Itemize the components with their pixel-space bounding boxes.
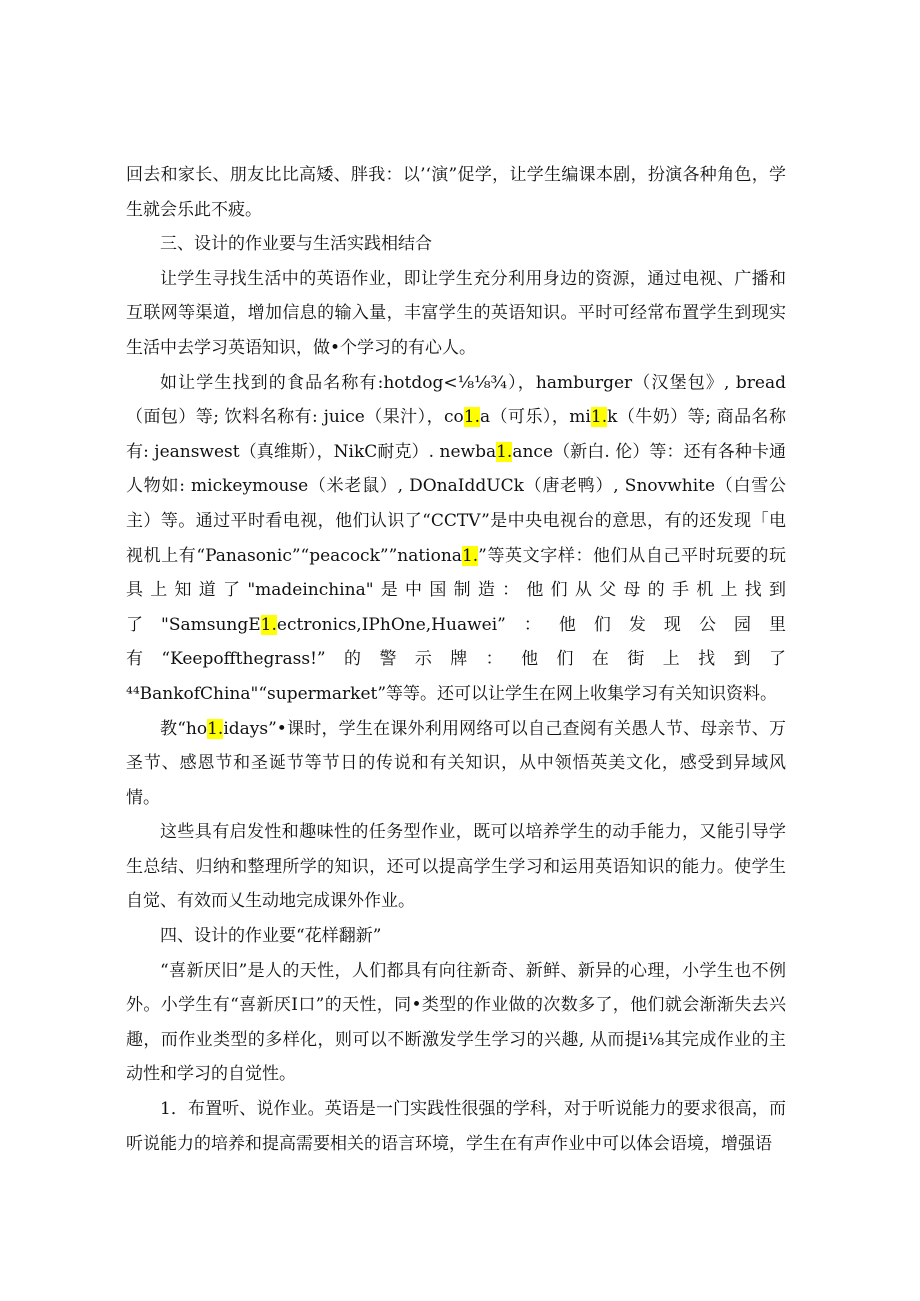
paragraph-4 bbox=[126, 712, 786, 816]
paragraph-7: 1．布置听、说作业。英语是一门实践性很强的学科，对于听说能力的要求很高，而听说能力的培养和提高需要相关的语言环境，学生在有声作业中可以体会语境，增强语 bbox=[126, 1099, 786, 1154]
section-heading-3: 三、设计的作业要与生活实践相结合 bbox=[160, 234, 432, 255]
paragraph-6: “喜新厌旧”是人的天性，人们都具有向往新奇、新鲜、新异的心理，小学生也不例外。小学生有“喜新厌I口”的天性，同•类型的作业做的次数多了，他们就会渐渐失去兴趣，而作业类型的多样化，则可以不断激发学生学习的兴趣, 从而提i⅛其完成作业的主动性和学习的自觉性。 bbox=[126, 960, 786, 1085]
highlight-mark: 1. bbox=[463, 407, 480, 428]
text-run: ectronics,IPhOne,Huawei”：他们发现公园里有“Keepoffthegrass!”的警示牌：他们在街上找到了⁴⁴BankofChina"“supermarket”等等。还可以让学生在网上收集学习有关知识资料。 bbox=[126, 614, 786, 704]
text-run: idays”•课时，学生在课外利用网络可以自己查阅有关愚人节、母亲节、万圣节、感恩节和圣诞节等节日的传说和有关知识，从中领悟英美文化，感受到异域风情。 bbox=[126, 718, 787, 808]
paragraph-3 bbox=[126, 366, 786, 712]
paragraph-2: 让学生寻找生活中的英语作业，即让学生充分利用身边的资源，通过电视、广播和互联网等渠道，增加信息的输入量，丰富学生的英语知识。平时可经常布置学生到现实生活中去学习英语知识，做•个学习的有心人。 bbox=[126, 268, 786, 358]
text-run: ”等英文字样：他们从自己平时玩要的玩具上知道了"madeinchina"是中国制造：他们从父母的手机上找到了"SamsungE bbox=[126, 545, 786, 635]
document-body bbox=[126, 158, 786, 1161]
highlight-mark: 1. bbox=[260, 614, 277, 635]
highlight-mark: 1. bbox=[496, 441, 513, 462]
text-run: 如让学生找到的食品名称有:hotdog<⅛⅛¾），hamburger（汉堡包》, bread（面包）等; 饮料名称有: juice（果汁），co bbox=[126, 372, 786, 428]
paragraph-5: 这些具有启发性和趣味性的任务型作业，既可以培养学生的动手能力，又能引导学生总结、归纳和整理所学的知识，还可以提高学生学习和运用英语知识的能力。使学生自觉、有效而乂生动地完成课外作业。 bbox=[126, 822, 786, 912]
highlight-mark: 1. bbox=[461, 545, 479, 566]
text-run: ance（新白. 伦）等：还有各种卡通人物如: mickeymouse（米老鼠）, DOnaIddUCk（唐老鸭）, Snovwhite（白雪公主）等。通过平时看电视，他们认识了“CCTV”是中央电视台的意思，有的还发现「电视机上有“Panasonic”“peacock””nationa bbox=[126, 441, 786, 566]
highlight-mark: 1. bbox=[590, 407, 608, 428]
paragraph-1: 回去和家长、朋友比比高矮、胖我：以’‘演”促学，让学生编课本剧，扮演各种角色，学生就会乐此不疲。 bbox=[126, 165, 786, 220]
highlight-mark: 1. bbox=[207, 718, 224, 739]
section-heading-4: 四、设计的作业要“花样翻新” bbox=[160, 926, 382, 947]
text-run: k（牛奶）等; 商品名称有: jeanswest（真维斯），NikC耐克）. newba bbox=[126, 407, 786, 462]
text-run: a（可乐），mi bbox=[480, 407, 591, 428]
text-run: 教“ho bbox=[160, 718, 208, 739]
